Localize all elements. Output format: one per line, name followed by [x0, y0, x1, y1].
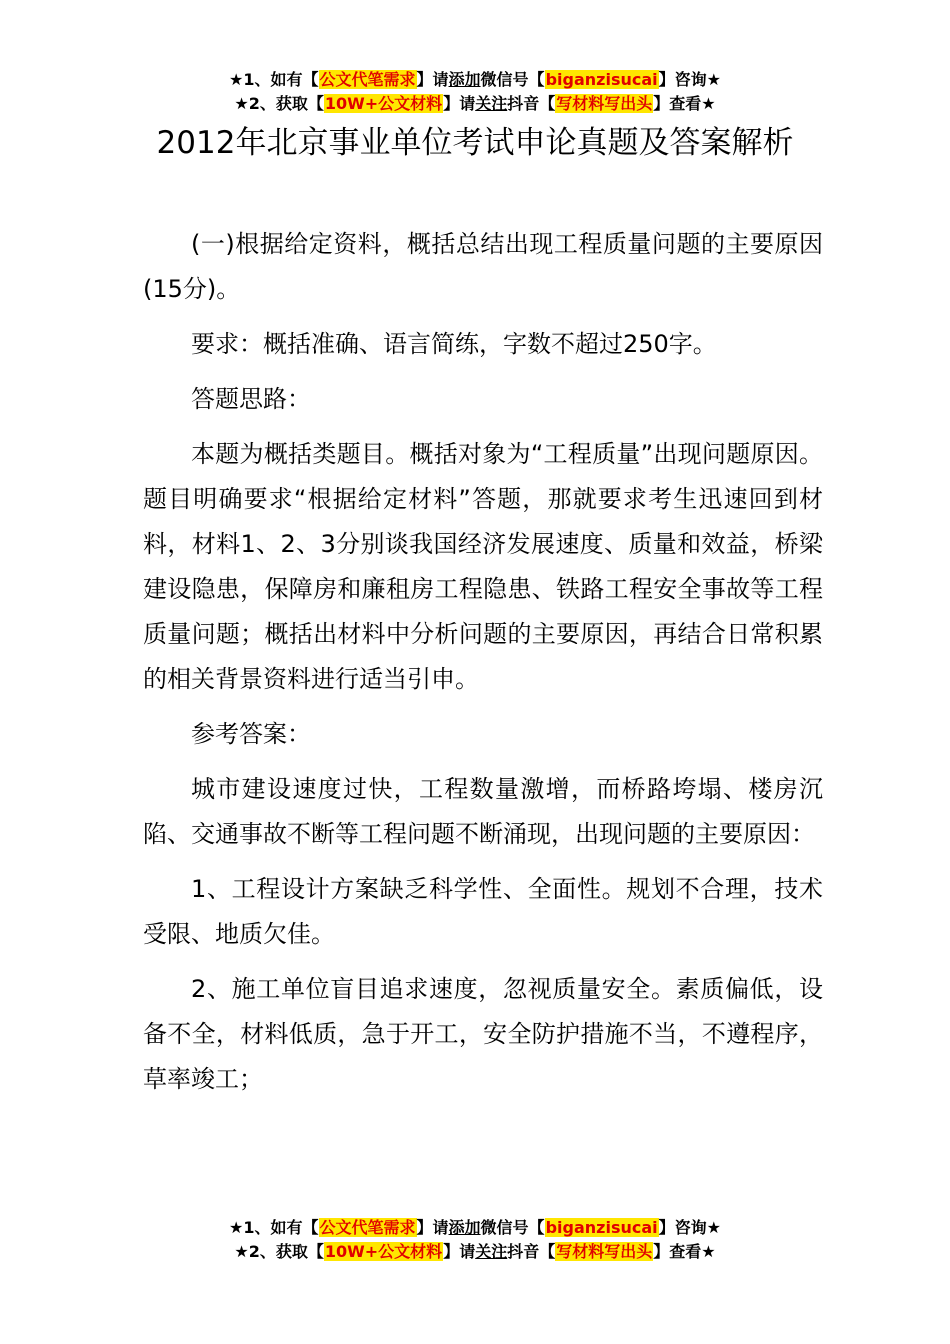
- banner-text: 抖音【: [507, 94, 556, 113]
- header-banner: [0, 68, 950, 116]
- banner-highlight: 公文代笔需求: [319, 1218, 416, 1237]
- banner-underlined-text: 关注: [475, 94, 508, 113]
- banner-text: 微信号【: [480, 70, 545, 89]
- banner-text: 】请: [443, 1242, 476, 1261]
- banner-highlight: biganzisucai: [545, 1218, 658, 1237]
- banner-text: 】咨询★: [658, 1218, 721, 1237]
- banner-text: 】请: [443, 94, 476, 113]
- banner-highlight: 10W+公文材料: [324, 1242, 443, 1261]
- banner-text: ★2、获取【: [234, 94, 324, 113]
- banner-text: 】咨询★: [658, 70, 721, 89]
- document-body: [143, 222, 823, 1112]
- banner-highlight: 写材料写出头: [556, 94, 653, 113]
- banner-text: 微信号【: [480, 1218, 545, 1237]
- banner-highlight: biganzisucai: [545, 70, 658, 89]
- banner-line-2: [0, 92, 950, 116]
- banner-line-2: [0, 1240, 950, 1264]
- document-title: 2012年北京事业单位考试申论真题及答案解析: [156, 125, 794, 161]
- banner-text: 】请: [416, 70, 449, 89]
- banner-highlight: 写材料写出头: [556, 1242, 653, 1261]
- paragraph: 要求：概括准确、语言简练，字数不超过250字。: [191, 330, 717, 358]
- banner-line-1: [0, 68, 950, 92]
- paragraph: 城市建设速度过快，工程数量激增，而桥路垮塌、楼房沉陷、交通事故不断等工程问题不断涌现，出现问题的主要原因：: [143, 775, 823, 848]
- banner-underlined-text: 关注: [475, 1242, 508, 1261]
- banner-highlight: 10W+公文材料: [324, 94, 443, 113]
- paragraph: 答题思路：: [191, 385, 311, 413]
- paragraph: 1、工程设计方案缺乏科学性、全面性。规划不合理，技术受限、地质欠佳。: [143, 875, 823, 948]
- banner-line-1: [0, 1216, 950, 1240]
- paragraph: 参考答案：: [191, 720, 311, 748]
- banner-text: 抖音【: [507, 1242, 556, 1261]
- paragraph: (一)根据给定资料，概括总结出现工程质量问题的主要原因(15分)。: [143, 230, 823, 303]
- banner-underlined-text: 添加: [448, 70, 481, 89]
- banner-text: 】查看★: [653, 1242, 716, 1261]
- paragraph: 本题为概括类题目。概括对象为“工程质量”出现问题原因。题目明确要求“根据给定材料”答题，那就要求考生迅速回到材料，材料1、2、3分别谈我国经济发展速度、质量和效益，桥梁建设隐患，保障房和廉租房工程隐患、铁路工程安全事故等工程质量问题；概括出材料中分析问题的主要原因，再结合日常积累的相关背景资料进行适当引申。: [143, 440, 823, 693]
- banner-text: 】请: [416, 1218, 449, 1237]
- banner-text: ★1、如有【: [229, 70, 319, 89]
- banner-underlined-text: 添加: [448, 1218, 481, 1237]
- banner-text: ★2、获取【: [234, 1242, 324, 1261]
- banner-text: ★1、如有【: [229, 1218, 319, 1237]
- paragraph: 2、施工单位盲目追求速度，忽视质量安全。素质偏低，设备不全，材料低质，急于开工，安全防护措施不当，不遵程序，草率竣工；: [143, 975, 823, 1093]
- footer-banner: [0, 1216, 950, 1264]
- banner-highlight: 公文代笔需求: [319, 70, 416, 89]
- banner-text: 】查看★: [653, 94, 716, 113]
